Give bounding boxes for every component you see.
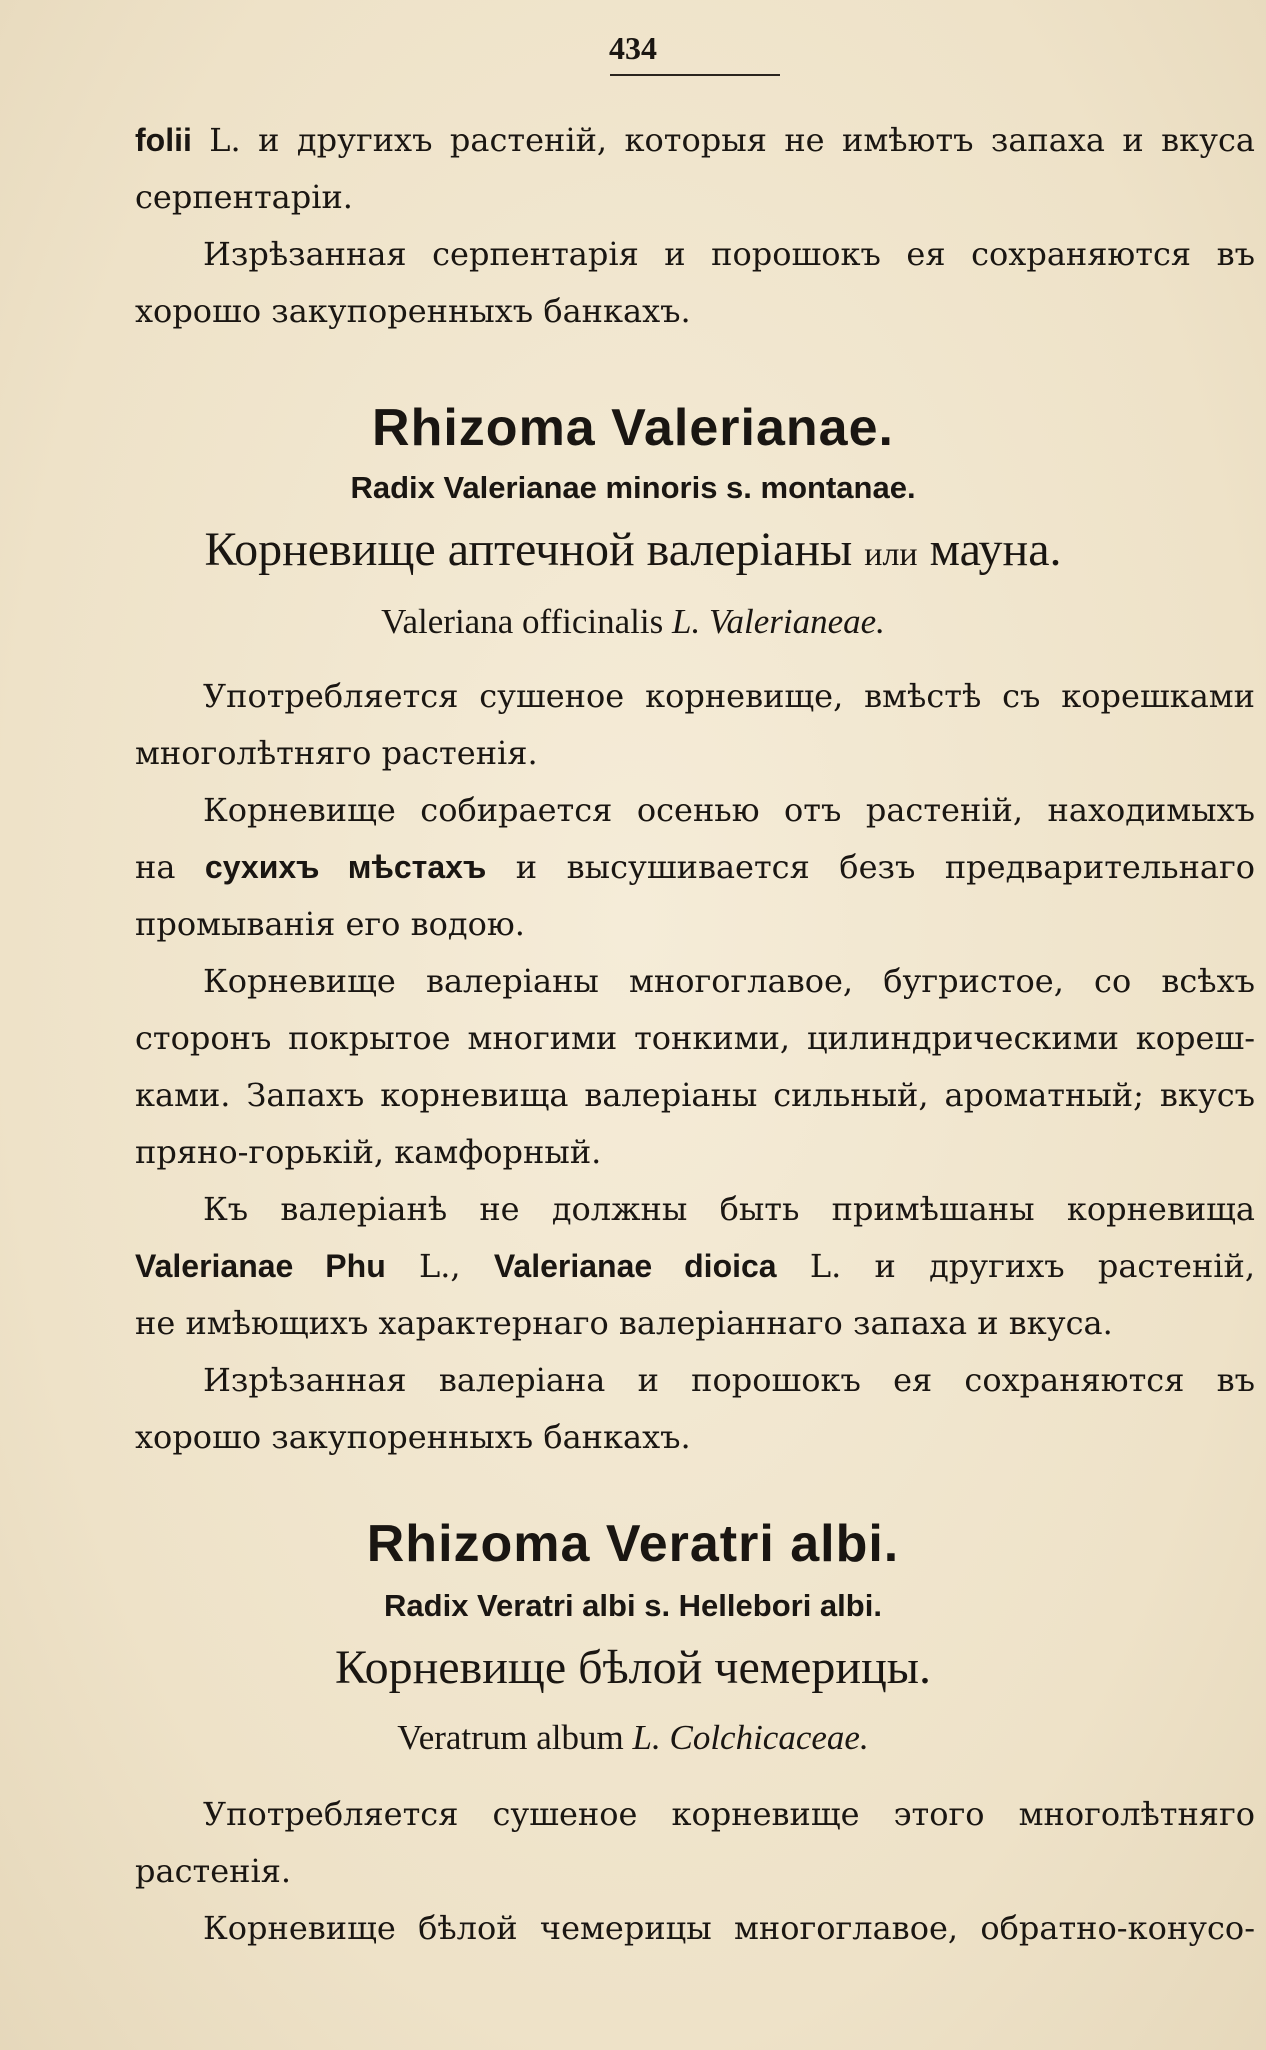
valeriana-description-paragraph bbox=[135, 953, 1255, 1181]
valeriana-usage-paragraph bbox=[135, 668, 1255, 782]
text-line: растенія. bbox=[135, 1852, 292, 1890]
text-line: Valerianae Phu L., Valerianae dioica L. и другихъ растеній, bbox=[135, 1247, 1256, 1285]
text-line: Корневище бѣлой чемерицы многоглавое, обратно-конусо- bbox=[203, 1909, 1255, 1947]
veratrum-description-paragraph bbox=[135, 1900, 1255, 1957]
text-line: хорошо закупоренныхъ банкахъ. bbox=[135, 1418, 691, 1456]
text-line: Корневище собирается осенью отъ растеній, находимыхъ bbox=[203, 791, 1255, 829]
text-line: Употребляется сушеное корневище, вмѣстѣ съ корешками bbox=[203, 677, 1255, 715]
text-line: многолѣтняго растенія. bbox=[135, 734, 538, 772]
section-title-veratri: Rhizoma Veratri albi. bbox=[366, 1515, 900, 1573]
section-species-valerianae: Valeriana officinalis L. Valerianeae. bbox=[381, 602, 885, 641]
valeriana-collection-paragraph bbox=[135, 782, 1255, 953]
text-line: сторонъ покрытое многими тонкими, цилиндрическими кореш- bbox=[135, 1019, 1255, 1057]
text-line: Изрѣзанная серпентарія и порошокъ ея сохраняются въ bbox=[203, 235, 1255, 273]
text-line: ками. Запахъ корневища валеріаны сильный, ароматный; вкусъ bbox=[135, 1076, 1255, 1114]
storage-paragraph bbox=[135, 226, 1255, 340]
text-line: пряно-горькій, камфорный. bbox=[135, 1133, 602, 1171]
text-line: Къ валеріанѣ не должны быть примѣшаны корневища bbox=[203, 1190, 1255, 1228]
section-synonym-valerianae: Radix Valerianae minoris s. montanae. bbox=[350, 470, 916, 505]
text-line: хорошо закупоренныхъ банкахъ. bbox=[135, 292, 691, 330]
text-line: Корневище валеріаны многоглавое, бугристое, со всѣхъ bbox=[203, 962, 1255, 1000]
valeriana-storage-paragraph bbox=[135, 1352, 1255, 1466]
text-line: промыванія его водою. bbox=[135, 905, 525, 943]
section-title-valerianae: Rhizoma Valerianae. bbox=[372, 399, 894, 457]
section-species-veratri: Veratrum album L. Colchicaceae. bbox=[397, 1718, 869, 1757]
latin-term: folii bbox=[135, 122, 192, 158]
section-synonym-veratri: Radix Veratri albi s. Hellebori albi. bbox=[384, 1588, 882, 1623]
continuation-paragraph bbox=[135, 112, 1255, 226]
text-line: folii L. и другихъ растеній, которыя не имѣютъ запаха и вкуса bbox=[135, 121, 1255, 159]
page-number: 434 bbox=[609, 30, 657, 66]
text-line: на сухихъ мѣстахъ и высушивается безъ предварительнаго bbox=[135, 848, 1256, 886]
valeriana-admixture-paragraph bbox=[135, 1181, 1255, 1352]
text-line: Изрѣзанная валеріана и порошокъ ея сохраняются въ bbox=[203, 1361, 1255, 1399]
section-russian-name-valerianae: Корневище аптечной валеріаны или мауна. bbox=[204, 523, 1062, 576]
text-line: Употребляется сушеное корневище этого многолѣтняго bbox=[203, 1795, 1255, 1833]
text-line: не имѣющихъ характернаго валеріаннаго запаха и вкуса. bbox=[135, 1304, 1113, 1342]
text-line: серпентаріи. bbox=[135, 178, 353, 216]
header-rule bbox=[610, 74, 780, 76]
veratrum-usage-paragraph bbox=[135, 1786, 1255, 1900]
section-russian-name-veratri: Корневище бѣлой чемерицы. bbox=[334, 1641, 932, 1694]
